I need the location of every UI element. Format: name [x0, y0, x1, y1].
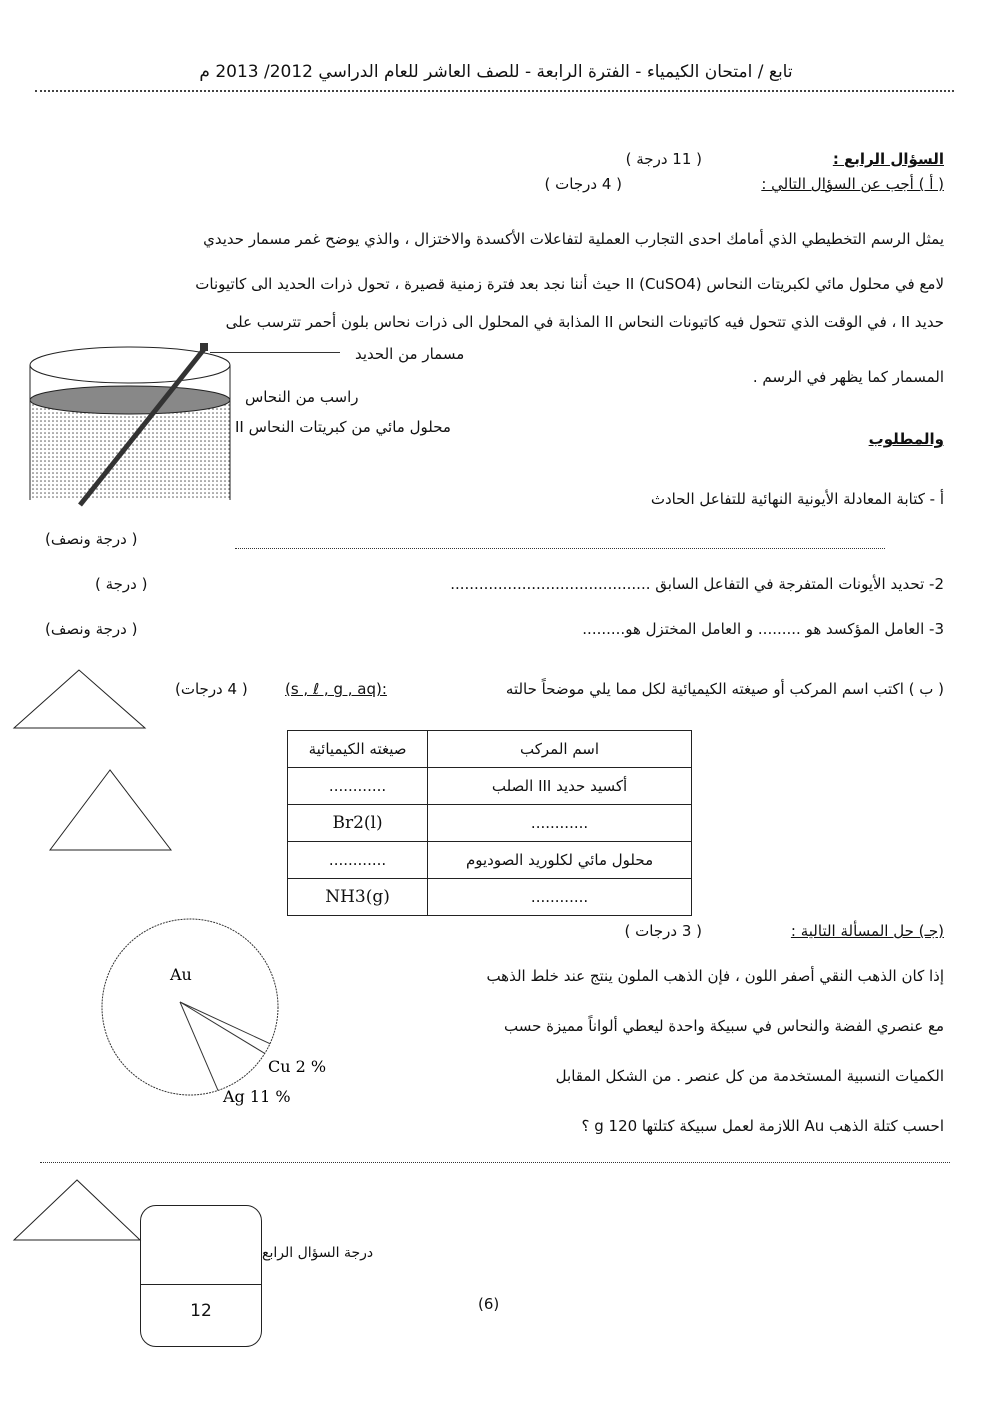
cell-name: محلول مائي لكلوريد الصوديوم: [428, 842, 692, 879]
part-a-paragraph-line: المسمار كما يظهر في الرسم .: [752, 368, 944, 386]
part-b-states: (s , ℓ , g , aq):: [285, 680, 387, 698]
item-3-marks: ( درجة ونصف): [45, 620, 138, 638]
cell-name[interactable]: ............: [428, 879, 692, 916]
score-label: درجة السؤال الرابع: [262, 1245, 374, 1261]
part-a-marks: ( 4 درجات ): [544, 175, 622, 193]
item-2-marks: ( درجة ): [95, 575, 148, 593]
pie-label-cu: Cu 2 %: [268, 1057, 327, 1076]
part-c-paragraph-line: الكميات النسبية المستخدمة من كل عنصر . من الشكل المقابل: [555, 1067, 944, 1085]
table-row: [288, 768, 692, 805]
part-a-title: ( أ ) أجب عن السؤال التالي :: [761, 175, 944, 193]
part-a-paragraph-line: يمثل الرسم التخطيطي الذي أمامك احدى التجارب العملية لتفاعلات الأكسدة والاختزال ، والذي يوضح غمر مسمار حديدي: [203, 230, 944, 248]
cell-formula[interactable]: ............: [288, 768, 428, 805]
cell-formula[interactable]: ............: [288, 842, 428, 879]
item-2: 2- تحديد الأيونات المتفرجة في التفاعل السابق ..........................................: [450, 575, 944, 593]
table-row: [288, 805, 692, 842]
triangle-mark: [48, 768, 173, 853]
table-header: اسم المركب: [428, 731, 692, 768]
cell-formula: NH3(g): [288, 879, 428, 916]
answer-line[interactable]: [40, 1162, 950, 1163]
table-row: [288, 879, 692, 916]
pie-label-ag: Ag 11 %: [223, 1087, 291, 1106]
page-header-title: تابع / امتحان الكيمياء - الفترة الرابعة - للصف العاشر للعام الدراسي 2012/ 2013 م: [199, 62, 793, 82]
score-value: 12: [190, 1301, 212, 1321]
triangle-mark: [12, 668, 147, 730]
header-divider: [35, 90, 954, 92]
answer-line[interactable]: [235, 548, 885, 549]
question-marks: ( 11 درجة ): [625, 150, 702, 168]
compounds-table: [287, 730, 692, 916]
label-solution: محلول مائي من كبريتات النحاس II: [235, 418, 451, 436]
part-b-title: ( ب ) اكتب اسم المركب أو صيغته الكيميائية لكل مما يلي موضحاً حالته: [505, 680, 944, 698]
part-c-paragraph-line: مع عنصري الفضة والنحاس في سبيكة واحدة ليعطي ألواناً مميزة حسب: [504, 1017, 944, 1035]
cell-name: أكسيد حديد III الصلب: [428, 768, 692, 805]
pie-slice-boundary: [180, 1002, 218, 1090]
pie-slice-boundary: [180, 1002, 270, 1044]
part-c-paragraph-line: احسب كتلة الذهب Au اللازمة لعمل سبيكة كتلتها g 120 ؟: [581, 1117, 944, 1135]
page-number: (6): [478, 1295, 500, 1313]
triangle-mark: [12, 1178, 142, 1243]
beaker-diagram: [20, 340, 250, 510]
part-a-paragraph-line: حديد II ، في الوقت الذي تتحول فيه كاتيونات النحاس II المذابة في المحلول الى ذرات نحاس بلون أحمر تترسب على: [225, 313, 944, 331]
score-box: [140, 1205, 262, 1347]
cell-name[interactable]: ............: [428, 805, 692, 842]
part-c-title: (جـ) حل المسألة التالية :: [790, 922, 944, 940]
part-c-marks: ( 3 درجات ): [624, 922, 702, 940]
label-precipitate: راسب من النحاس: [245, 388, 359, 406]
table-header: صيغته الكيميائية: [288, 731, 428, 768]
item-3: 3- العامل المؤكسد هو ......... و العامل المختزل هو.........: [582, 620, 944, 638]
part-b-marks: ( 4 درجات): [175, 680, 248, 698]
item-1-marks: ( درجة ونصف): [45, 530, 138, 548]
table-row: [288, 842, 692, 879]
question-title: السؤال الرابع :: [832, 150, 944, 168]
part-a-paragraph-line: لامع في محلول مائي لكبريتات النحاس II (CuSO4) حيث أننا نجد بعد فترة زمنية قصيرة ، تحول ذرات الحديد الى كاتيونات: [195, 275, 944, 293]
part-c-paragraph-line: إذا كان الذهب النقي أصفر اللون ، فإن الذهب الملون ينتج عند خلط الذهب: [486, 967, 944, 985]
pie-label-au: Au: [170, 965, 192, 984]
pie-slice-boundary: [180, 1002, 265, 1053]
alloy-pie-chart: [90, 915, 350, 1115]
required-heading: والمطلوب: [868, 430, 944, 448]
cell-formula: Br2(l): [288, 805, 428, 842]
item-1: أ - كتابة المعادلة الأيونية النهائية للتفاعل الحادث: [650, 490, 944, 508]
label-nail: مسمار من الحديد: [355, 345, 465, 363]
